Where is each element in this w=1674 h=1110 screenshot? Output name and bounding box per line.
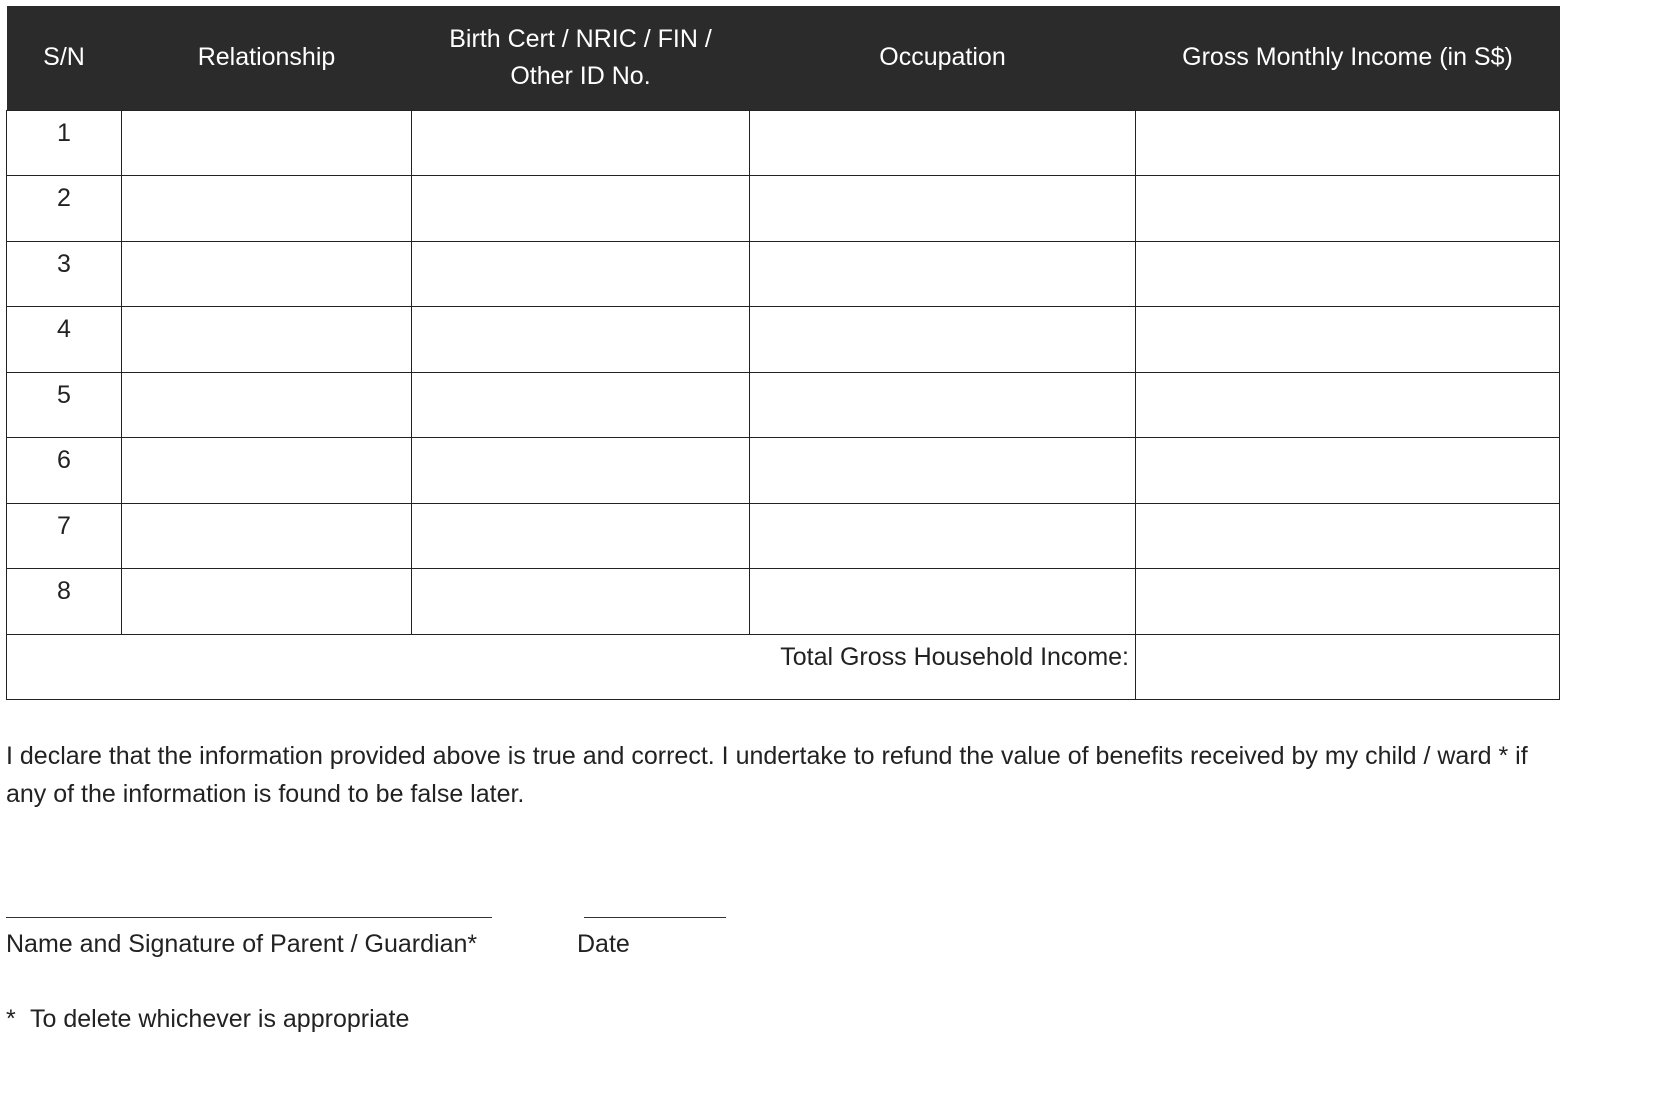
row-sn: 5 <box>7 372 122 438</box>
id-number-cell[interactable] <box>412 241 750 307</box>
id-number-cell[interactable] <box>412 503 750 569</box>
footnote-text: To delete whichever is appropriate <box>30 1005 410 1033</box>
header-gross-income: Gross Monthly Income (in S$) <box>1136 6 1560 110</box>
footnote <box>6 1004 409 1034</box>
name-signature-label: Name and Signature of Parent / Guardian* <box>6 930 478 958</box>
relationship-cell[interactable] <box>122 176 412 242</box>
footnote-asterisk: * <box>6 1005 16 1033</box>
occupation-cell[interactable] <box>750 503 1136 569</box>
table-row <box>7 438 1560 504</box>
row-sn: 6 <box>7 438 122 504</box>
header-id-line-1: Birth Cert / NRIC / FIN / <box>449 24 712 53</box>
income-cell[interactable] <box>1136 438 1560 504</box>
name-signature-line[interactable] <box>6 917 492 918</box>
header-id-line-2: Other ID No. <box>510 61 651 90</box>
relationship-cell[interactable] <box>122 503 412 569</box>
id-number-cell[interactable] <box>412 438 750 504</box>
row-sn: 4 <box>7 307 122 373</box>
total-income-cell[interactable] <box>1136 634 1560 700</box>
header-id-number <box>412 6 750 110</box>
table-row <box>7 176 1560 242</box>
relationship-cell[interactable] <box>122 569 412 635</box>
table-row <box>7 110 1560 176</box>
table-header-row <box>7 6 1560 110</box>
relationship-cell[interactable] <box>122 241 412 307</box>
id-number-cell[interactable] <box>412 372 750 438</box>
date-label: Date <box>577 930 630 958</box>
date-line[interactable] <box>584 917 726 918</box>
relationship-cell[interactable] <box>122 372 412 438</box>
income-cell[interactable] <box>1136 110 1560 176</box>
table-row <box>7 569 1560 635</box>
income-cell[interactable] <box>1136 241 1560 307</box>
relationship-cell[interactable] <box>122 307 412 373</box>
table-row <box>7 241 1560 307</box>
occupation-cell[interactable] <box>750 372 1136 438</box>
id-number-cell[interactable] <box>412 307 750 373</box>
occupation-cell[interactable] <box>750 241 1136 307</box>
income-cell[interactable] <box>1136 503 1560 569</box>
header-sn: S/N <box>7 6 122 110</box>
row-sn: 1 <box>7 110 122 176</box>
occupation-cell[interactable] <box>750 110 1136 176</box>
income-cell[interactable] <box>1136 569 1560 635</box>
row-sn: 8 <box>7 569 122 635</box>
household-income-table <box>6 6 1560 700</box>
row-sn: 7 <box>7 503 122 569</box>
header-relationship: Relationship <box>122 6 412 110</box>
occupation-cell[interactable] <box>750 176 1136 242</box>
income-cell[interactable] <box>1136 372 1560 438</box>
total-income-label: Total Gross Household Income: <box>7 634 1136 700</box>
id-number-cell[interactable] <box>412 176 750 242</box>
relationship-cell[interactable] <box>122 110 412 176</box>
id-number-cell[interactable] <box>412 110 750 176</box>
occupation-cell[interactable] <box>750 438 1136 504</box>
table-row <box>7 372 1560 438</box>
declaration-text: I declare that the information provided above is true and correct. I undertake to refund the value of benefits received by my child / ward * if any of the information is found to be false later. <box>6 742 1528 808</box>
occupation-cell[interactable] <box>750 307 1136 373</box>
header-occupation: Occupation <box>750 6 1136 110</box>
total-row <box>7 634 1560 700</box>
relationship-cell[interactable] <box>122 438 412 504</box>
occupation-cell[interactable] <box>750 569 1136 635</box>
id-number-cell[interactable] <box>412 569 750 635</box>
income-cell[interactable] <box>1136 176 1560 242</box>
table-row <box>7 503 1560 569</box>
row-sn: 3 <box>7 241 122 307</box>
table-row <box>7 307 1560 373</box>
income-cell[interactable] <box>1136 307 1560 373</box>
row-sn: 2 <box>7 176 122 242</box>
